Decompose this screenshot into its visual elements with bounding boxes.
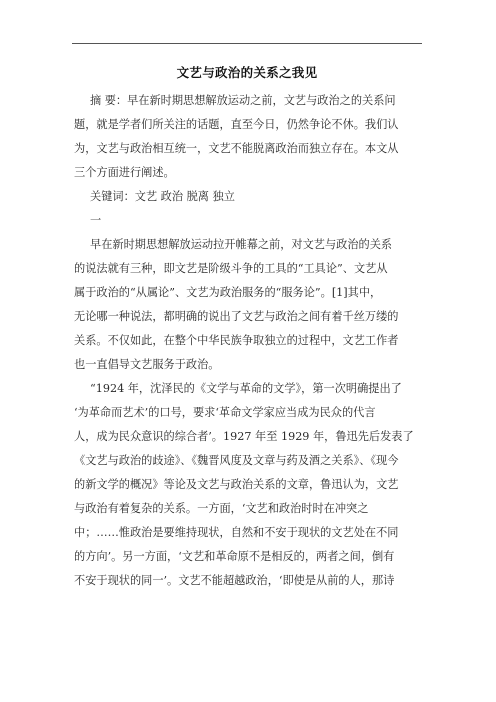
paragraph-line: 的方向’。另一方面，‘文艺和革命原不是相反的，两者之间，倒有: [74, 550, 395, 563]
paragraph-line: 不安于现状的同一’。文艺不能超越政治，‘即使是从前的人，那诗: [74, 574, 395, 587]
paragraph-line: 早在新时期思想解放运动拉开帷幕之前，对文艺与政治的关系: [90, 238, 393, 251]
paragraph-line: 人，成为民众意识的综合者’。1927 年至 1929 年，鲁迅先后发表了: [74, 430, 414, 443]
paragraph-line: 与政治有着复杂的关系。一方面，‘文艺和政治时时在冲突之: [74, 502, 369, 515]
abstract-line: 摘 要：早在新时期思想解放运动之前，文艺与政治之的关系问: [90, 94, 396, 107]
paragraph-line: ‘为革命而艺术’的口号，要求‘革命文学家应当成为民众的代言: [74, 406, 376, 419]
section-marker: 一: [90, 214, 102, 227]
paragraph-line: 无论哪一种说法，都明确的说出了文艺与政治之间有着千丝万缕的: [74, 310, 399, 323]
paragraph-line: 的说法就有三种，即文艺是阶级斗争的工具的“工具论”、文艺从: [74, 262, 388, 275]
paragraph-line: 中；……惟政治是要维持现状，自然和不安于现状的文艺处在不同: [74, 526, 399, 539]
header-rule: [72, 43, 422, 44]
paragraph-line: 关系。不仅如此，在整个中华民族争取独立的过程中，文艺工作者: [74, 334, 399, 347]
document-title: 文艺与政治的关系之我见: [176, 65, 318, 80]
keywords-line: 关键词：文艺 政治 脱离 独立: [90, 190, 235, 203]
document-body: [74, 89, 424, 593]
paragraph-line: 属于政治的“从属论”、文艺为政治服务的“服务论”。[1]其中，: [74, 286, 382, 299]
paragraph-line: 《文艺与政治的歧途》、《魏晋风度及文章与药及酒之关系》、《现今: [74, 454, 399, 467]
abstract-line: 三个方面进行阐述。: [74, 166, 175, 179]
paragraph-line: 的新文学的概况》等论及文艺与政治关系的文章，鲁迅认为，文艺: [74, 478, 399, 491]
paragraph-line: “1924 年，沈泽民的《文学与革命的文学》，第一次明确提出了: [90, 382, 402, 395]
abstract-line: 为，文艺与政治相互统一，文艺不能脱离政治而独立存在。本文从: [74, 142, 399, 155]
paragraph-line: 也一直倡导文艺服务于政治。: [74, 358, 220, 371]
abstract-line: 题，就是学者们所关注的话题，直至今日，仍然争论不休。我们认: [74, 118, 399, 131]
